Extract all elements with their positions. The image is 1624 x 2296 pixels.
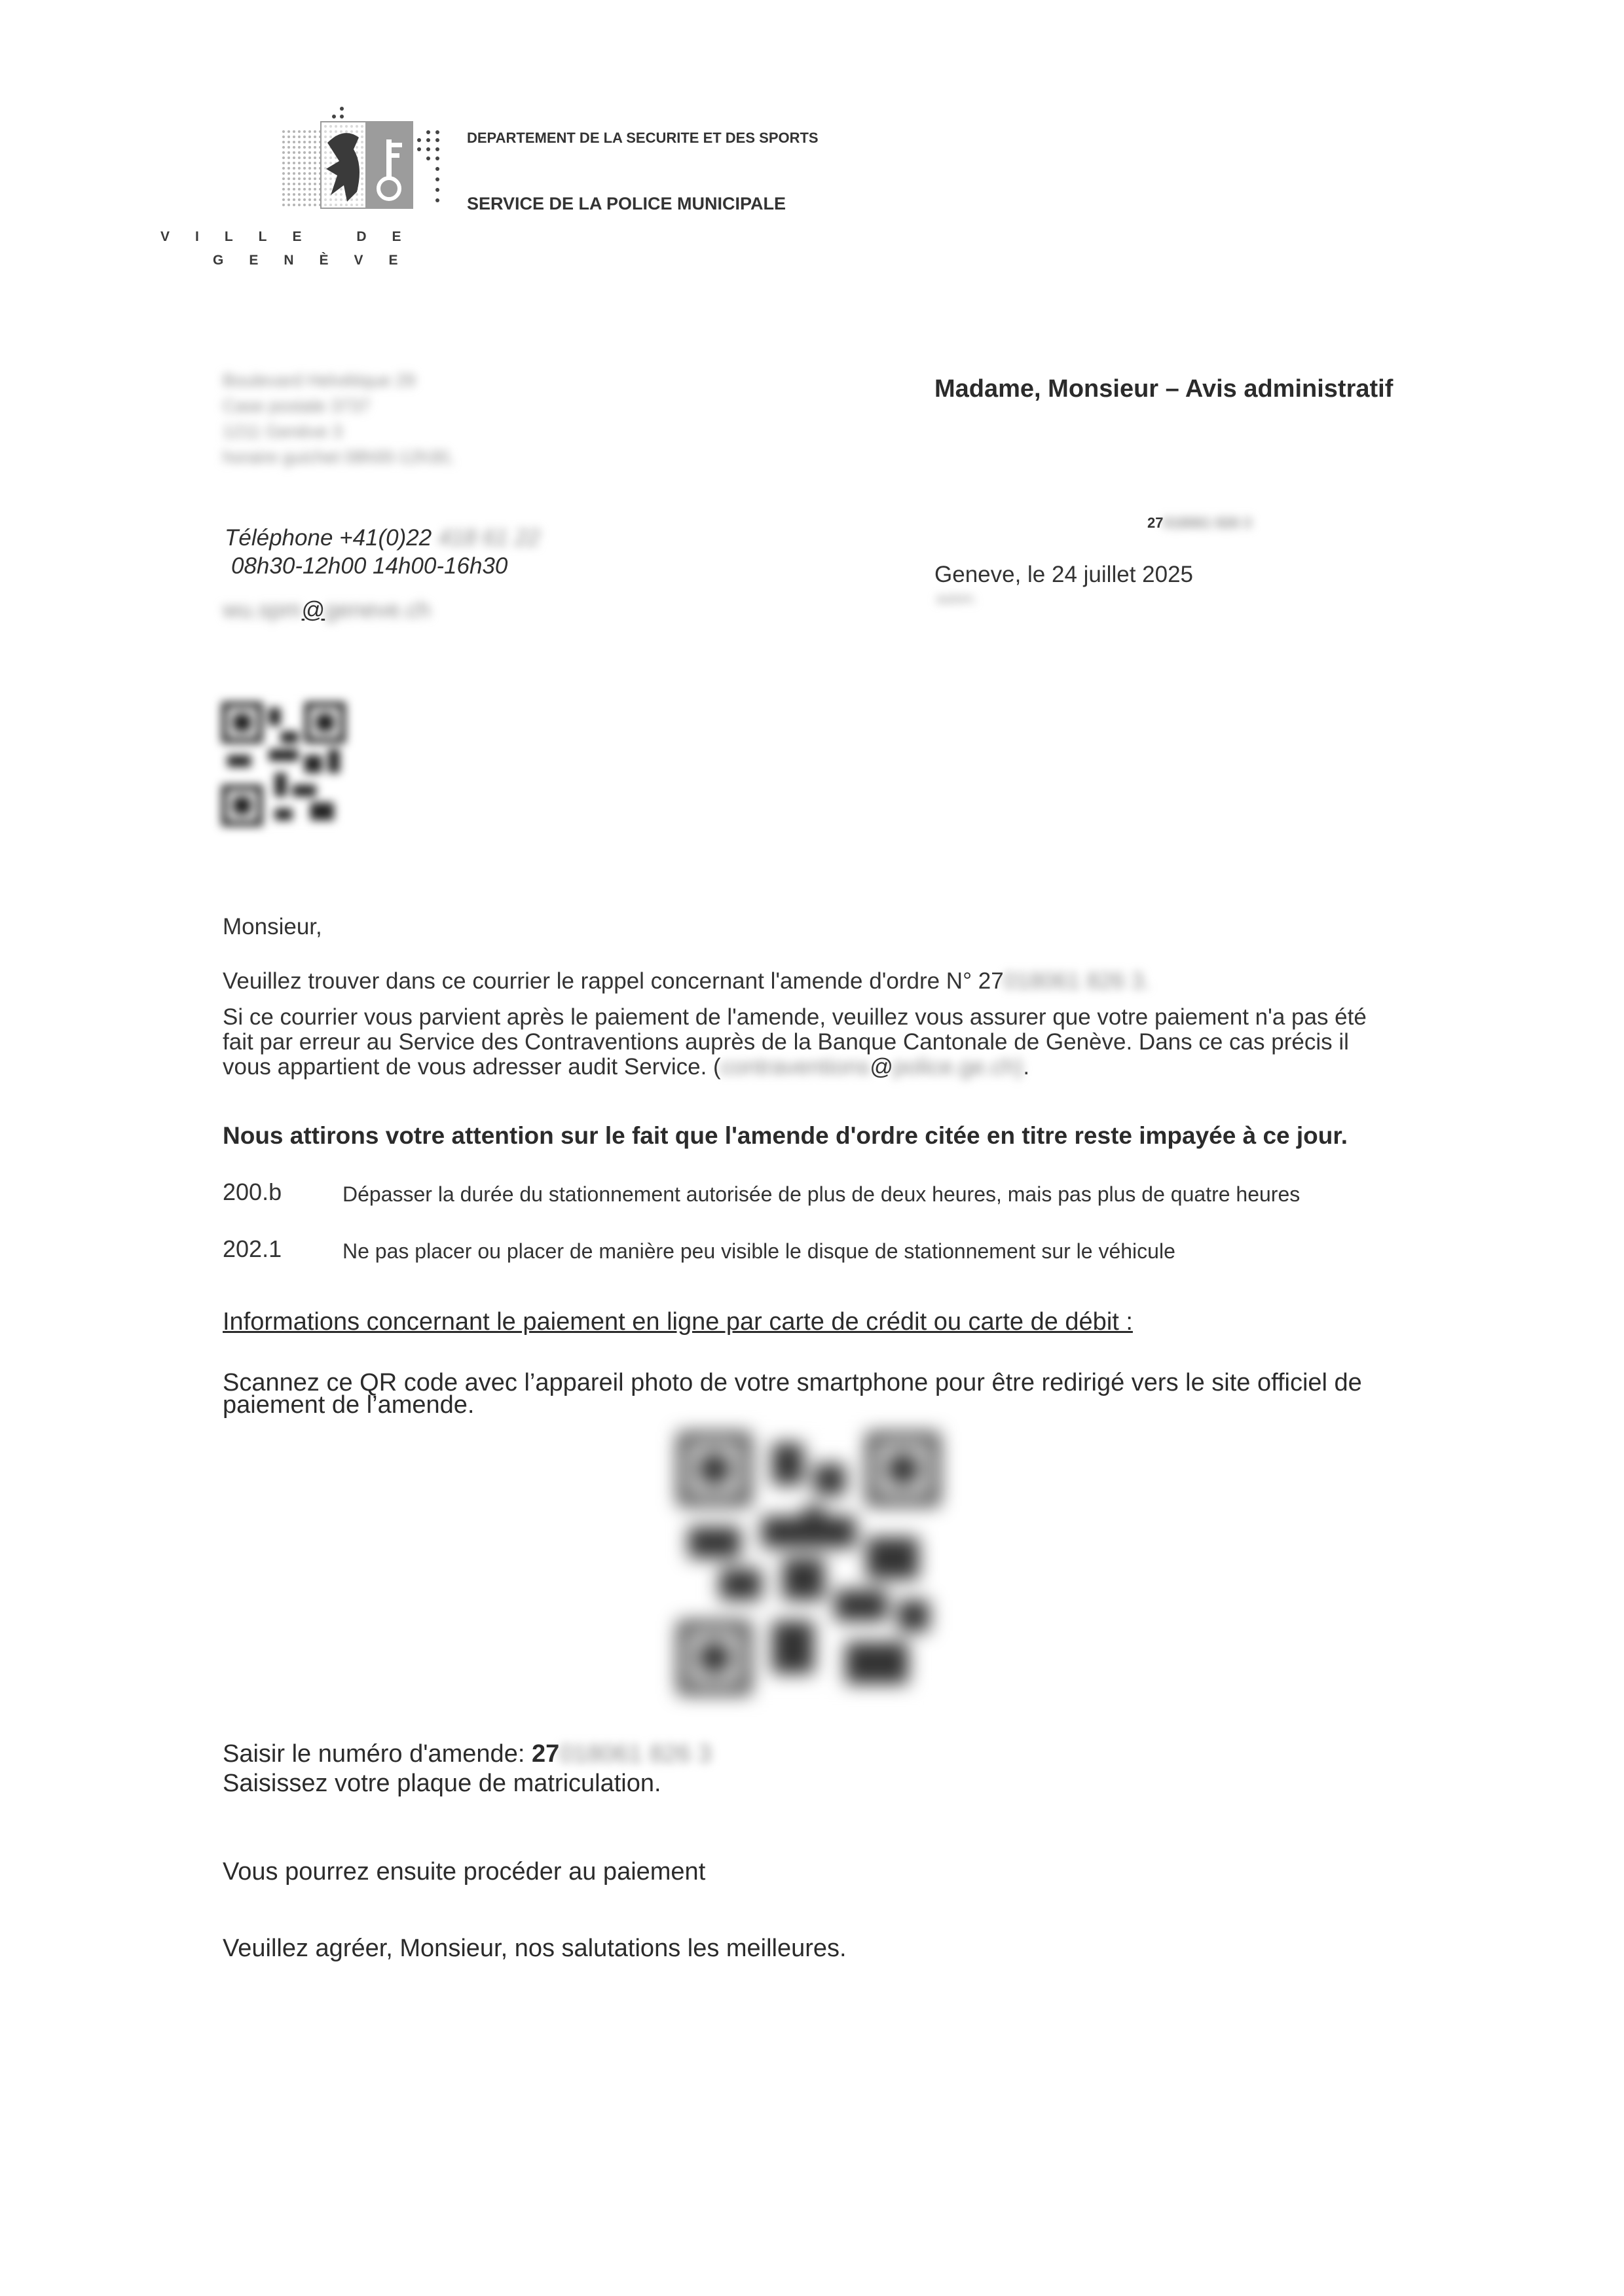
online-payment-heading: Informations concernant le paiement en ligne par carte de crédit ou carte de débit : <box>223 1308 1133 1336</box>
email-local-part: wu.spm <box>223 597 302 623</box>
scan-instructions: Scannez ce QR code avec l’appareil photo de votre smartphone pour être redirigé vers le site officiel de paiement de l’amende. <box>223 1369 1362 1419</box>
enter-plate-instruction: Saisissez votre plaque de matriculation. <box>223 1770 661 1797</box>
sender-address-line-4: horaire guichet 08h00-12h30, <box>223 447 454 467</box>
reminder-reference: 018061 826 3. <box>1003 968 1151 994</box>
sender-address-line-2: Case postale 3737 <box>223 396 371 416</box>
contraventions-email-domain: police.ge.ch) <box>893 1054 1024 1080</box>
enter-number-label: Saisir le numéro d'amende: <box>223 1740 532 1768</box>
reference-number-top <box>1147 515 1251 532</box>
city-name-line2: GENÈVE <box>213 253 424 268</box>
offence-description-2: Ne pas placer ou placer de manière peu visible le disque de stationnement sur le véhicule <box>342 1239 1175 1263</box>
phone-label: Téléphone +41(0)22 <box>225 525 432 551</box>
recipient-heading: Madame, Monsieur – Avis administratif <box>934 375 1393 403</box>
city-name-line1: VILLE DE <box>160 229 427 244</box>
offence-code-1: 200.b <box>223 1178 282 1205</box>
department-name: DEPARTEMENT DE LA SECURITE ET DES SPORTS <box>467 130 819 146</box>
phone-number: 418 61 22 <box>437 525 540 551</box>
qr-code-small <box>221 702 346 826</box>
sender-address-line-1: Boulevard Helvétique 29 <box>223 371 416 390</box>
contraventions-email-local: contraventions <box>720 1054 870 1080</box>
email-domain: geneve.ch <box>325 597 431 623</box>
offence-description-1: Dépasser la durée du stationnement autorisée de plus de deux heures, mais pas plus de quatre heures <box>342 1182 1301 1206</box>
sender-phone <box>225 525 540 551</box>
proceed-payment-text: Vous pourrez ensuite procéder au paiement <box>223 1858 706 1886</box>
payment-check-text: Si ce courrier vous parvient après le paiement de l'amende, veuillez vous assurer que votre paiement n'a pas été fait par erreur au Service des Contraventions auprès de la Banque Cantonale de Genève. Dans ce cas précis il vous appartient de vous adresser audit Service. ( <box>223 1004 1367 1080</box>
contraventions-email-at: @ <box>870 1054 893 1080</box>
place-and-date: Geneve, le 24 juillet 2025 <box>934 562 1193 587</box>
service-name: SERVICE DE LA POLICE MUNICIPALE <box>467 194 786 213</box>
payment-qr-code[interactable] <box>678 1432 940 1694</box>
closing-formula: Veuillez agréer, Monsieur, nos salutations les meilleures. <box>223 1935 847 1962</box>
sender-email[interactable] <box>223 597 431 623</box>
unpaid-notice: Nous attirons votre attention sur le fait que l'amende d'ordre citée en titre reste impayée à ce jour. <box>223 1122 1348 1149</box>
payment-check-paragraph <box>223 1005 1395 1080</box>
office-hours: 08h30-12h00 14h00-16h30 <box>231 553 508 579</box>
date-subtext: autom. <box>936 592 977 606</box>
enter-fine-number <box>223 1740 712 1768</box>
email-at-sign: @ <box>301 597 325 623</box>
reference-prefix: 27 <box>1147 515 1164 531</box>
salutation: Monsieur, <box>223 914 322 939</box>
fine-number-prefix: 27 <box>531 1740 560 1768</box>
offence-code-2: 202.1 <box>223 1235 282 1262</box>
geneva-coat-of-arms-logo <box>282 103 445 221</box>
reminder-text: Veuillez trouver dans ce courrier le rappel concernant l'amende d'ordre N° 27 <box>223 968 1004 994</box>
fine-number-rest: 018061 826 3 <box>559 1740 712 1768</box>
payment-check-end: . <box>1023 1054 1030 1080</box>
reminder-paragraph <box>223 969 1395 994</box>
reference-rest: 018061 826 3 <box>1163 515 1252 531</box>
sender-address-line-3: 1211 Genève 3 <box>223 422 342 441</box>
